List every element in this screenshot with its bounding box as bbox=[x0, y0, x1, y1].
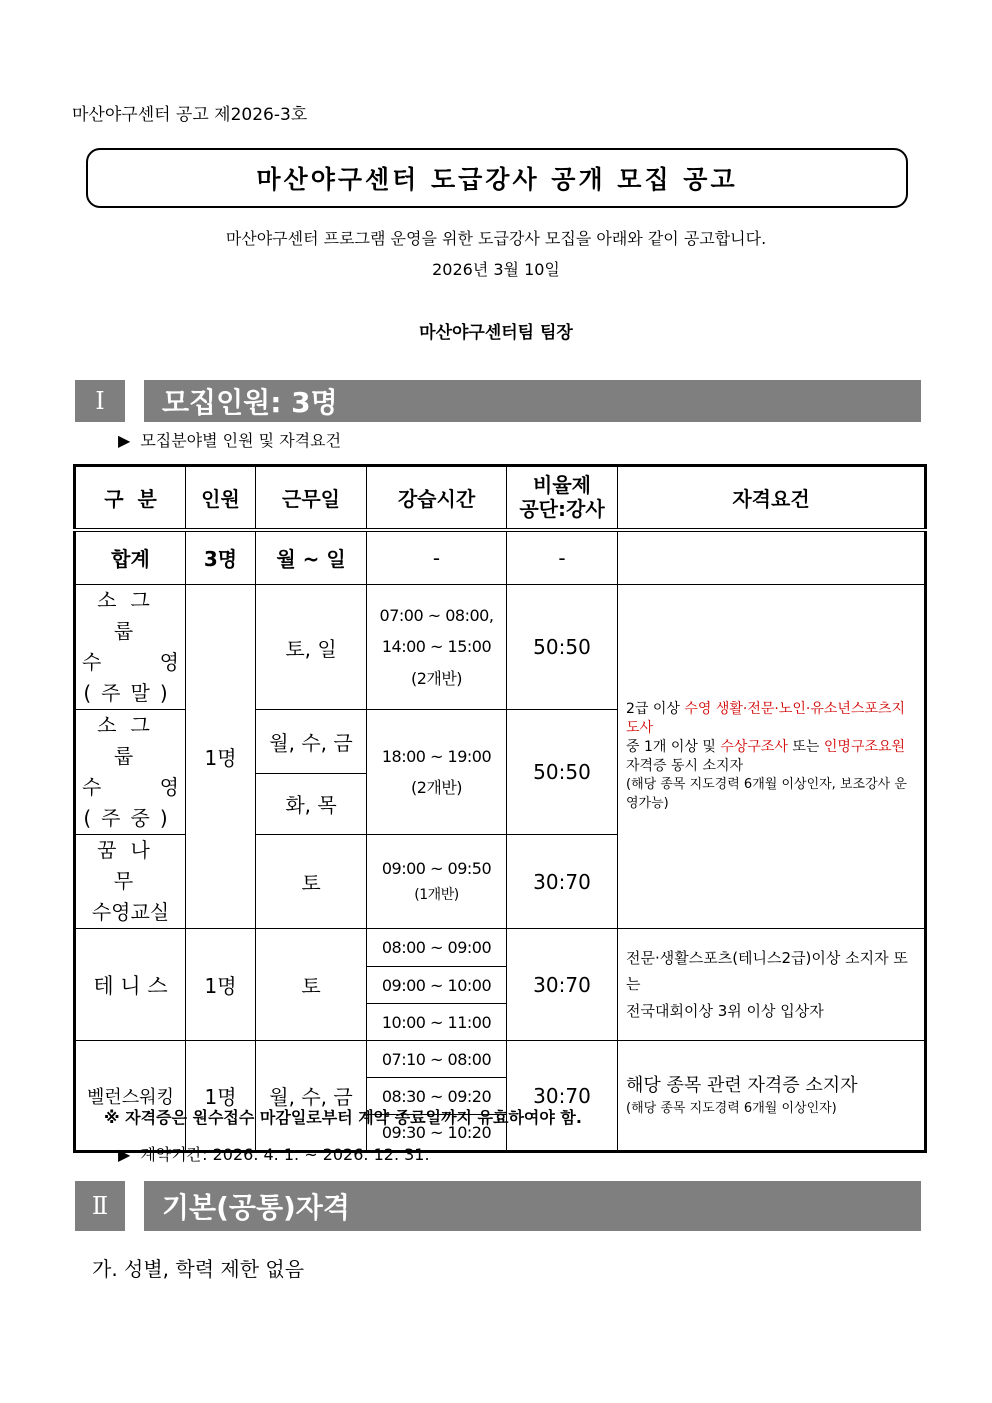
balance-qual-line2: (해당 종목 지도경력 6개월 이상인자) bbox=[626, 1101, 837, 1117]
notice-date: 2026년 3월 10일 bbox=[432, 260, 560, 279]
swim-kids-ratio: 30:70 bbox=[507, 835, 618, 929]
swim-weekday-days-b: 화, 목 bbox=[256, 773, 367, 834]
table-row-total bbox=[75, 530, 926, 585]
swim-weekend-category bbox=[75, 585, 186, 710]
swim-weekend-time-line2: 14:00 ~ 15:00 bbox=[381, 637, 492, 657]
section1-bullet-text: 모집분야별 인원 및 자격요건 bbox=[140, 431, 342, 450]
header-ratio-line2: 공단:강사 bbox=[519, 497, 605, 522]
swim-weekend-time-line3: (2개반) bbox=[410, 668, 463, 688]
swim-weekday-time-line1: 18:00 ~ 19:00 bbox=[381, 746, 492, 766]
swim-kids-time-line1: 09:00 ~ 09:50 bbox=[381, 858, 492, 878]
swim-weekday-time bbox=[367, 710, 507, 835]
swim-weekday-cat-line3: (주중) bbox=[83, 806, 178, 830]
contract-period-text: 계약기간: 2026. 4. 1. ~ 2026. 12. 31. bbox=[140, 1145, 430, 1164]
notice-number: 마산야구센터 공고 제2026-3호 bbox=[72, 105, 308, 125]
swim-weekend-days: 토, 일 bbox=[256, 585, 367, 710]
recruitment-table bbox=[73, 464, 927, 1153]
swim-weekend-time bbox=[367, 585, 507, 710]
swim-kids-cat-line2: 수영교실 bbox=[91, 900, 170, 924]
header-ratio bbox=[507, 466, 618, 530]
swim-qualification: 2급 이상 수영 생활·전문·노인·유소년스포츠지도사 중 1개 이상 및 수상구조사 또는 인명구조요원 자격증 동시 소지자 (해당 종목 지도경력 6개월 이상인자, 보조강사 운영가능) bbox=[618, 585, 926, 929]
swim-weekend-time-line1: 07:00 ~ 08:00, bbox=[379, 606, 494, 626]
section2-number: Ⅱ bbox=[75, 1181, 125, 1231]
total-label: 합계 bbox=[75, 530, 186, 585]
balance-ratio: 30:70 bbox=[507, 1041, 618, 1152]
swim-weekend-ratio: 50:50 bbox=[507, 585, 618, 710]
swim-kids-time-line2: (1개반) bbox=[414, 887, 459, 904]
tennis-qualification bbox=[618, 929, 926, 1041]
header-ratio-line1: 비율제 bbox=[533, 473, 591, 498]
contract-period bbox=[118, 1142, 430, 1165]
balance-time-2: 08:30 ~ 09:20 bbox=[367, 1078, 507, 1115]
tennis-ratio: 30:70 bbox=[507, 929, 618, 1041]
tennis-days: 토 bbox=[256, 929, 367, 1041]
total-qualification bbox=[618, 530, 926, 585]
validity-note: ※ 자격증은 원수접수 마감일로부터 계약 종료일까지 유효하여야 함. bbox=[104, 1108, 582, 1127]
tennis-time-3: 10:00 ~ 11:00 bbox=[367, 1004, 507, 1041]
swim-weekend-cat-line3: (주말) bbox=[83, 681, 178, 705]
header-qualification: 자격요건 bbox=[618, 466, 926, 530]
page-title: 마산야구센터 도급강사 공개 모집 공고 bbox=[86, 148, 908, 208]
total-days: 월 ~ 일 bbox=[256, 530, 367, 585]
balance-time-3: 09:30 ~ 10:20 bbox=[367, 1115, 507, 1152]
tennis-category: 테 니 스 bbox=[75, 929, 186, 1041]
header-time: 강습시간 bbox=[367, 466, 507, 530]
swim-weekend-cat-line2: 수 영 bbox=[82, 650, 179, 674]
section1-bullet bbox=[118, 428, 341, 451]
swim-kids-cat-line1: 꿈나무 bbox=[97, 838, 164, 893]
swim-kids-category bbox=[75, 835, 186, 929]
swim-weekday-cat-line1: 소그룹 bbox=[97, 713, 164, 768]
total-count: 3명 bbox=[186, 530, 256, 585]
swim-count: 1명 bbox=[186, 585, 256, 929]
header-category: 구 분 bbox=[75, 466, 186, 530]
swim-kids-time bbox=[367, 835, 507, 929]
tennis-qual-line2: 전국대회이상 3위 이상 입상자 bbox=[626, 1001, 824, 1020]
section2-title: 기본(공통)자격 bbox=[144, 1181, 921, 1231]
header-days: 근무일 bbox=[256, 466, 367, 530]
triangle-bullet-icon: ▶ bbox=[118, 431, 131, 450]
tennis-qual-line1: 전문·생활스포츠(테니스2급)이상 소지자 또는 bbox=[626, 949, 908, 994]
swim-weekday-cat-line2: 수 영 bbox=[82, 775, 179, 799]
balance-qual-line1: 해당 종목 관련 자격증 소지자 bbox=[626, 1075, 858, 1097]
total-time: - bbox=[367, 530, 507, 585]
swim-weekday-category bbox=[75, 710, 186, 835]
balance-count: 1명 bbox=[186, 1041, 256, 1152]
swim-weekday-time-line2: (2개반) bbox=[410, 778, 463, 797]
swim-kids-days: 토 bbox=[256, 835, 367, 929]
balance-time-1: 07:10 ~ 08:00 bbox=[367, 1041, 507, 1078]
tennis-time-2: 09:00 ~ 10:00 bbox=[367, 967, 507, 1004]
total-ratio: - bbox=[507, 530, 618, 585]
tennis-count: 1명 bbox=[186, 929, 256, 1041]
balance-qualification bbox=[618, 1041, 926, 1152]
table-row-balance bbox=[75, 1041, 926, 1078]
header-count: 인원 bbox=[186, 466, 256, 530]
signer: 마산야구센터팀 팀장 bbox=[419, 323, 573, 343]
section1-number: Ⅰ bbox=[75, 380, 125, 422]
intro-text: 마산야구센터 프로그램 운영을 위한 도급강사 모집을 아래와 같이 공고합니다. bbox=[225, 229, 767, 248]
triangle-bullet-icon: ▶ bbox=[118, 1145, 131, 1164]
table-row-tennis bbox=[75, 929, 926, 967]
swim-weekday-ratio: 50:50 bbox=[507, 710, 618, 835]
tennis-time-1: 08:00 ~ 09:00 bbox=[367, 929, 507, 967]
swim-weekday-days-a: 월, 수, 금 bbox=[256, 710, 367, 774]
section2-item: 가. 성별, 학력 제한 없음 bbox=[92, 1257, 305, 1281]
balance-days: 월, 수, 금 bbox=[256, 1041, 367, 1152]
section1-title: 모집인원: 3명 bbox=[144, 380, 921, 422]
swim-weekend-cat-line1: 소그룹 bbox=[97, 588, 164, 643]
balance-category: 벨런스워킹 bbox=[75, 1041, 186, 1152]
table-row-swim-weekend bbox=[75, 585, 926, 653]
